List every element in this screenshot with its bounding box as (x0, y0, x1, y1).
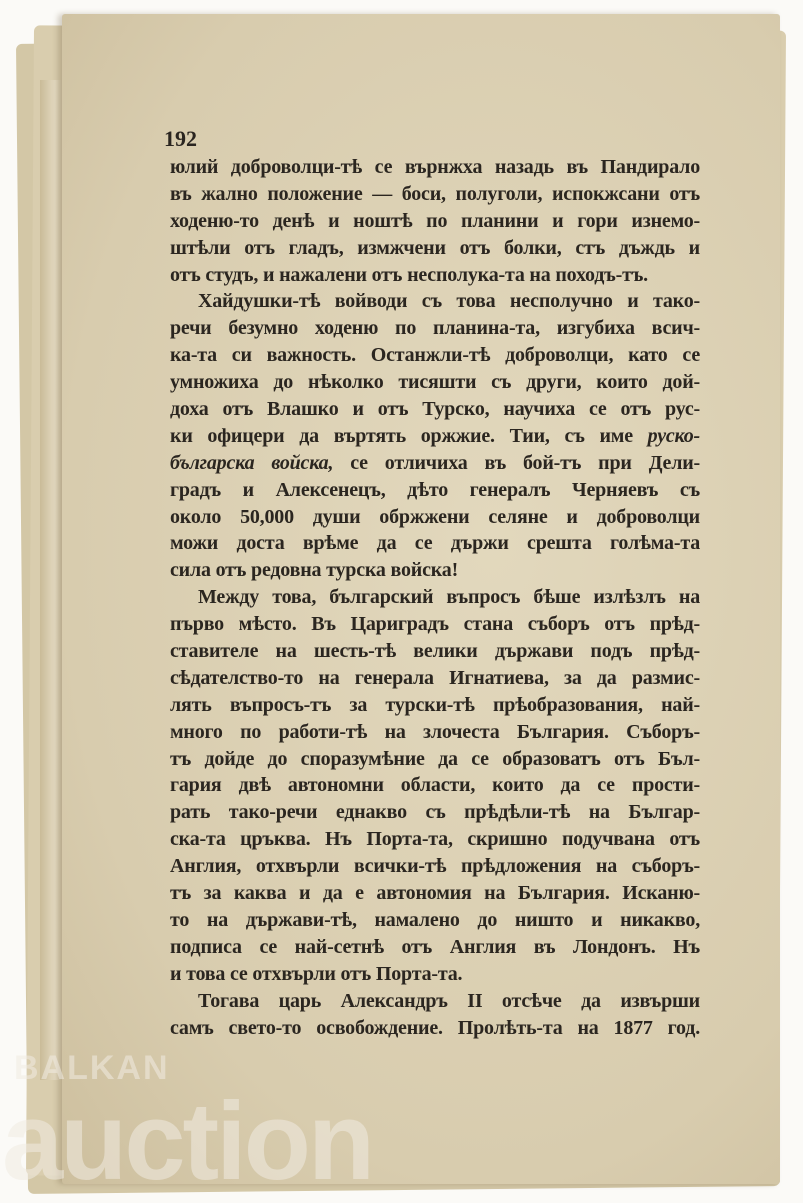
watermark-auction: auction (2, 1080, 373, 1203)
text-line: Хайдушки-тѣ войводи съ това несполучно и тако- (198, 290, 700, 313)
text-line: ка-та си важность. Останжли-тѣ доброволци, като се (170, 344, 700, 367)
text-line (170, 450, 700, 477)
page-number: 192 (164, 126, 197, 151)
text-line: Тогава царь Александръ II отсѣче да извърши (198, 989, 700, 1012)
text-line: тъ дойде до споразумѣние да се образоватъ отъ Бъл- (170, 747, 700, 770)
text-line: сѣдателство-то на генерала Игнатиева, за да размис- (170, 666, 700, 689)
text-line: умножиха до нѣколко тисяшти съ други, които дой- (170, 371, 700, 394)
text-line: подписа се най-сетнѣ отъ Англия въ Лондонъ. Нъ (170, 935, 700, 958)
text-fragment: ки офицери да въртять оржжие. Тии, съ име (170, 424, 648, 447)
text-line: доха отъ Влашко и отъ Турско, научиха се отъ рус- (170, 398, 700, 421)
text-line: речи безумно ходеню по планина-та, изгубиха всич- (170, 317, 700, 340)
text-line: ска-та цръква. Нъ Порта-та, скришно подучвана отъ (170, 828, 700, 851)
text-line: градъ и Алексенецъ, дѣто генералъ Черняевъ съ (170, 478, 700, 501)
text-line: Англия, отхвърли всички-тѣ прѣдложения на съборъ- (170, 855, 700, 878)
text-line: штѣли отъ гладъ, измжчени отъ болки, стъ дъждь и (170, 236, 700, 259)
italic-text: руско- (647, 424, 700, 447)
text-line: лять въпросъ-тъ за турски-тѣ прѣобразования, най- (170, 693, 700, 716)
text-line: тъ за каква и да е автономия на България. Исканю- (170, 882, 700, 905)
text-line: юлий доброволци-тѣ се върнжха назадь въ Пандирало (170, 156, 700, 178)
text-line: самъ свето-то освобождение. Пролѣть-та на 1877 год. (170, 1016, 700, 1039)
text-line: можи доста врѣме да се държи срешта голѣма-та (170, 532, 700, 555)
text-line (170, 423, 700, 450)
text-line: въ жално положение — боси, полуголи, испокжсани отъ (170, 182, 700, 205)
text-line: ходеню-то денѣ и ноштѣ по планини и гори изнемо- (170, 209, 700, 232)
italic-text: българска войска, (170, 451, 334, 474)
text-line: сила отъ редовна турска войска! (170, 559, 459, 582)
text-line: рать тако-речи еднакво съ прѣдѣли-тѣ на Българ- (170, 801, 700, 824)
text-line: то на държави-тѣ, намалено до ништо и никакво, (170, 908, 700, 931)
text-line: отъ студъ, и нажалени отъ несполука-та на походъ-тъ. (170, 263, 648, 286)
text-line: около 50,000 души обржжени селяне и доброволци (170, 505, 700, 528)
body-text (170, 154, 700, 1041)
watermark-balkan: BALKAN (14, 1049, 170, 1087)
text-line: и това се отхвърли отъ Порта-та. (170, 962, 463, 985)
text-line: гария двѣ автономни области, които да се прости- (170, 774, 700, 797)
text-line: първо мѣсто. Въ Цариградъ стана съборъ отъ прѣд- (170, 613, 700, 636)
text-line: ставителе на шесть-тѣ велики държави подъ прѣд- (170, 640, 700, 663)
text-line: много по работи-тѣ на злочеста България. Съборъ- (170, 720, 700, 743)
text-fragment: се отличиха въ бой-тъ при Дели- (333, 451, 700, 474)
text-line: Между това, българский въпросъ бѣше излѣзлъ на (198, 586, 700, 609)
